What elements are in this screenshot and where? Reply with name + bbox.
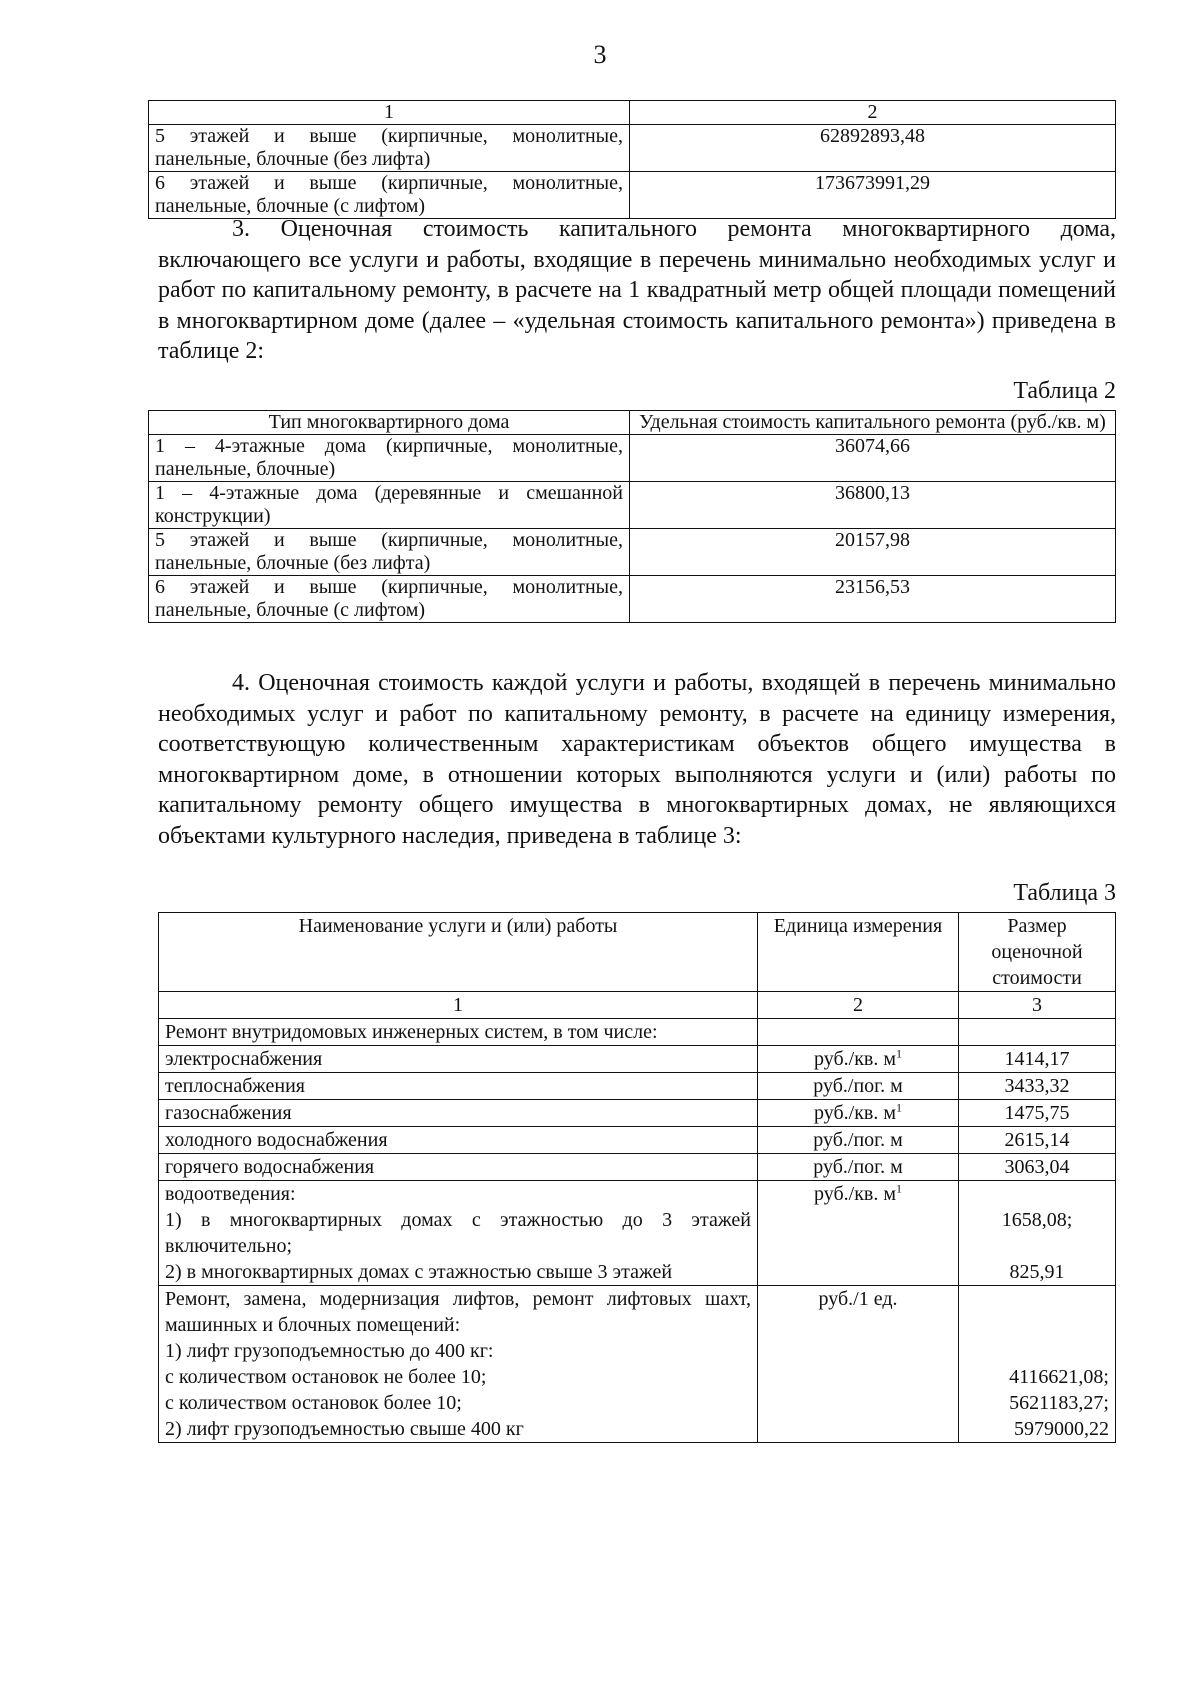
- unit-cell: руб./пог. м: [758, 1154, 959, 1181]
- house-type-cell: 1 – 4-этажные дома (кирпичные, монолитные, панельные, блочные): [149, 435, 630, 482]
- table3: [158, 912, 1116, 1443]
- unit-cell: руб./кв. $м^1$: [758, 1181, 959, 1286]
- value-cell: 173673991,29: [630, 172, 1116, 219]
- value-cell: 2615,14: [959, 1127, 1116, 1154]
- header-cost: Размер оценочной стоимости: [959, 913, 1116, 992]
- table-header-row: [149, 101, 1116, 125]
- section-title: Ремонт внутридомовых инженерных систем, в том числе:: [159, 1019, 758, 1046]
- page-number: 3: [593, 40, 607, 69]
- value-cell: 62892893,48: [630, 125, 1116, 172]
- drainage-value-2: 825,91: [1009, 1261, 1065, 1283]
- service-name-cell: холодного водоснабжения: [159, 1127, 758, 1154]
- drainage-title: водоотведения:: [165, 1183, 296, 1205]
- table-row: [159, 1127, 1116, 1154]
- unit-cell: руб./кв. $м^1$: [758, 1100, 959, 1127]
- service-name-cell: теплоснабжения: [159, 1073, 758, 1100]
- drainage-item-2: 2) в многоквартирных домах с этажностью свыше 3 этажей: [165, 1261, 673, 1283]
- service-name-cell: [159, 1181, 758, 1286]
- table1-fragment: [148, 100, 1116, 219]
- table-row: [149, 529, 1116, 576]
- column-number-1: 1: [159, 992, 758, 1019]
- table-row: [159, 1154, 1116, 1181]
- value-cell: 1414,17: [959, 1046, 1116, 1073]
- table-row: [149, 482, 1116, 529]
- lifts-item-1a: с количеством остановок не более 10;: [165, 1366, 487, 1388]
- drainage-row: [159, 1181, 1116, 1286]
- table-row: [159, 1073, 1116, 1100]
- table-row: [159, 1046, 1116, 1073]
- header-unit: Единица измерения: [758, 913, 959, 992]
- lifts-title: Ремонт, замена, модернизация лифтов, ремонт лифтовых шахт, машинных и блочных помещений:: [165, 1288, 751, 1336]
- paragraph-3: 3. Оценочная стоимость капитального ремонта многоквартирного дома, включающего все услуги и работы, входящие в перечень минимально необходимых услуг и работ по капитальному ремонту, в расчете на 1 квадратный метр общей площади помещений в многоквартирном доме (далее – «удельная стоимость капитального ремонта») приведена в таблице 2:: [158, 216, 1116, 364]
- section-row: [159, 1019, 1116, 1046]
- unit-cell: руб./пог. м: [758, 1073, 959, 1100]
- lifts-value-2: 5979000,22: [1014, 1418, 1109, 1440]
- house-type-cell: 5 этажей и выше (кирпичные, монолитные, панельные, блочные (без лифта): [149, 125, 630, 172]
- table-row: [149, 576, 1116, 623]
- unit-cell: руб./пог. м: [758, 1127, 959, 1154]
- table-header-row: [149, 411, 1116, 435]
- unit-cell: руб./1 ед.: [758, 1286, 959, 1443]
- table2-caption: Таблица 2: [1013, 378, 1116, 404]
- service-name-cell: горячего водоснабжения: [159, 1154, 758, 1181]
- table-row: [149, 435, 1116, 482]
- value-cell: 3063,04: [959, 1154, 1116, 1181]
- table-row: [149, 125, 1116, 172]
- value-cell: 36074,66: [630, 435, 1116, 482]
- value-cell: 1475,75: [959, 1100, 1116, 1127]
- value-cell: [959, 1181, 1116, 1286]
- value-cell: 3433,32: [959, 1073, 1116, 1100]
- lifts-value-1b: 5621183,27;: [1009, 1392, 1109, 1414]
- lifts-item-1b: с количеством остановок более 10;: [165, 1392, 462, 1414]
- table2: [148, 410, 1116, 623]
- house-type-cell: 1 – 4-этажные дома (деревянные и смешанной конструкции): [149, 482, 630, 529]
- column-number-2: 2: [630, 101, 1116, 125]
- service-name-cell: электроснабжения: [159, 1046, 758, 1073]
- header-unit-cost: Удельная стоимость капитального ремонта (руб./кв. м): [630, 411, 1116, 435]
- table-row: [159, 1100, 1116, 1127]
- service-name-cell: газоснабжения: [159, 1100, 758, 1127]
- table-row: [149, 172, 1116, 219]
- header-house-type: Тип многоквартирного дома: [149, 411, 630, 435]
- value-cell: 23156,53: [630, 576, 1116, 623]
- unit-cell: [758, 1019, 959, 1046]
- service-name-cell: [159, 1286, 758, 1443]
- lifts-value-1a: 4116621,08;: [1009, 1366, 1109, 1388]
- value-cell: [959, 1019, 1116, 1046]
- drainage-value-1: 1658,08;: [1001, 1209, 1073, 1231]
- unit-cell: руб./кв. $м^1$: [758, 1046, 959, 1073]
- table-header-row: [159, 913, 1116, 992]
- value-cell: 36800,13: [630, 482, 1116, 529]
- house-type-cell: 6 этажей и выше (кирпичные, монолитные, панельные, блочные (с лифтом): [149, 576, 630, 623]
- value-cell: 20157,98: [630, 529, 1116, 576]
- column-number-1: 1: [149, 101, 630, 125]
- column-number-2: 2: [758, 992, 959, 1019]
- lifts-item-1: 1) лифт грузоподъемностью до 400 кг:: [165, 1340, 494, 1362]
- column-number-3: 3: [959, 992, 1116, 1019]
- header-service-name: Наименование услуги и (или) работы: [159, 913, 758, 992]
- lifts-row: [159, 1286, 1116, 1443]
- lifts-item-2: 2) лифт грузоподъемностью свыше 400 кг: [165, 1418, 524, 1440]
- house-type-cell: 5 этажей и выше (кирпичные, монолитные, панельные, блочные (без лифта): [149, 529, 630, 576]
- house-type-cell: 6 этажей и выше (кирпичные, монолитные, панельные, блочные (с лифтом): [149, 172, 630, 219]
- drainage-item-1: 1) в многоквартирных домах с этажностью до 3 этажей включительно;: [165, 1209, 751, 1257]
- table3-caption: Таблица 3: [1013, 880, 1116, 906]
- column-numbering-row: [159, 992, 1116, 1019]
- value-cell: [959, 1286, 1116, 1443]
- paragraph-4: 4. Оценочная стоимость каждой услуги и работы, входящей в перечень минимально необходимых услуг и работ по капитальному ремонту, в расчете на единицу измерения, соответствующую количественным характеристикам объектов общего имущества в многоквартирном доме, в отношении которых выполняются услуги и (или) работы по капитальному ремонту общего имущества в многоквартирных домах, не являющихся объектами культурного наследия, приведена в таблице 3:: [158, 670, 1116, 849]
